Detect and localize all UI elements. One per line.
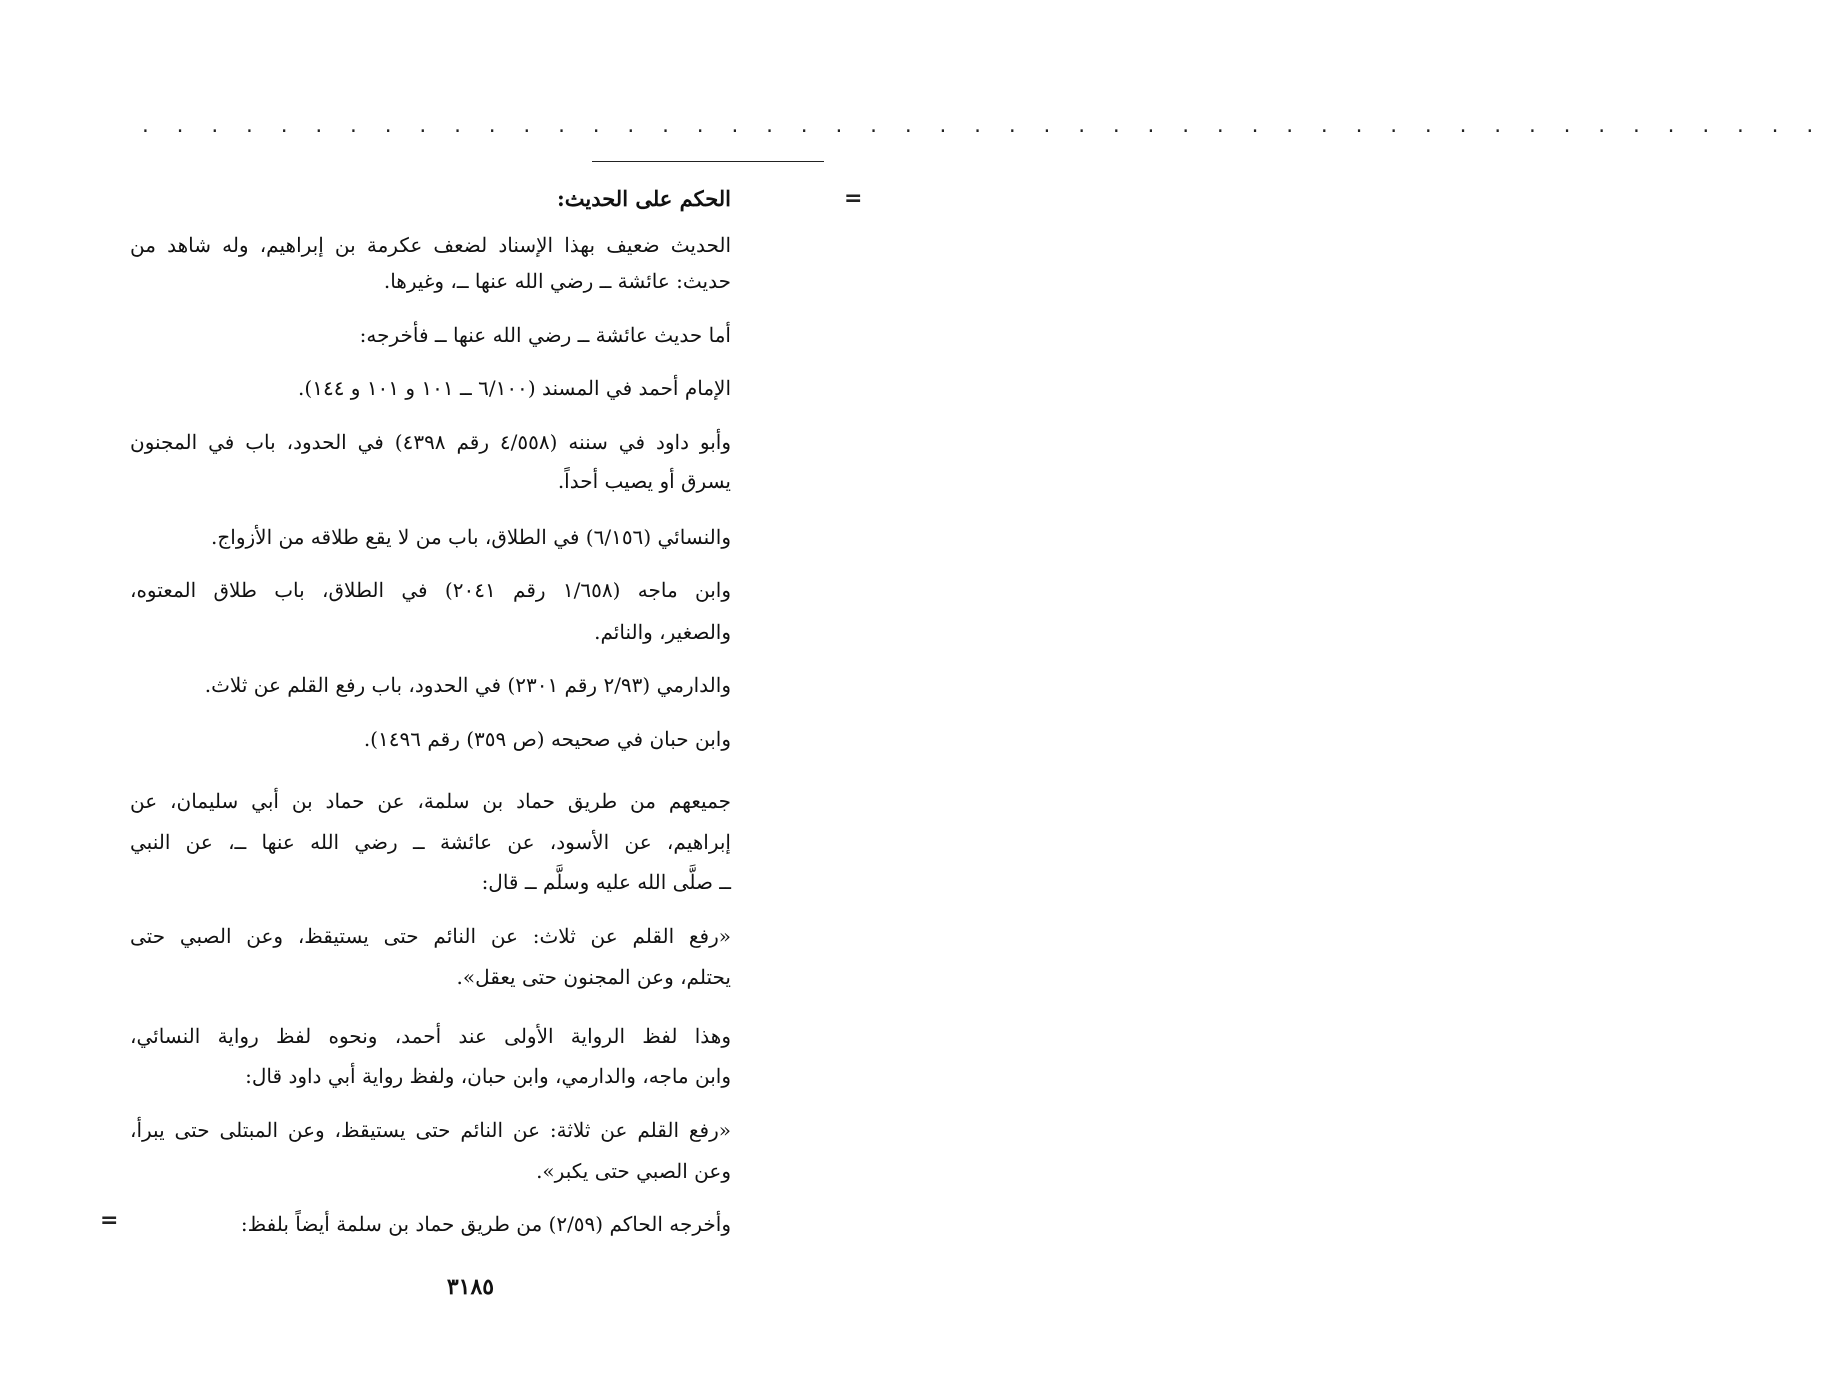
text-line: وابن حبان في صحيحه (ص ٣٥٩) رقم ١٤٩٦). bbox=[363, 727, 731, 751]
text-line: جميعهم من طريق حماد بن سلمة، عن حماد بن أبي سليمان، عن bbox=[130, 789, 731, 813]
text-line: أما حديث عائشة ــ رضي الله عنها ــ فأخرجه: bbox=[359, 323, 731, 347]
page-number: ٣١٨٥ bbox=[446, 1274, 495, 1300]
text-line: يحتلم، وعن المجنون حتى يعقل». bbox=[456, 965, 731, 989]
text-line: ــ صلَّى الله عليه وسلَّم ــ قال: bbox=[481, 870, 731, 894]
section-heading: الحكم على الحديث: bbox=[557, 186, 731, 211]
text-line: وأخرجه الحاكم (٢/٥٩) من طريق حماد بن سلمة أيضاً بلفظ: bbox=[240, 1212, 731, 1236]
continuation-mark-top: = bbox=[844, 186, 863, 211]
text-line: والصغير، والنائم. bbox=[594, 620, 731, 644]
text-line: وابن ماجه (١/٦٥٨ رقم ٢٠٤١) في الطلاق، باب طلاق المعتوه، bbox=[130, 578, 732, 602]
text-line: وابن ماجه، والدارمي، وابن حبان، ولفظ رواية أبي داود قال: bbox=[245, 1064, 731, 1088]
header-dotted-line: . . . . . . . . . . . . . . . . . . . . . . . . . . . . . . . . . . . . . . . . . . . . . . . . . bbox=[140, 116, 1822, 137]
text-line: وأبو داود في سننه (٤/٥٥٨ رقم ٤٣٩٨) في الحدود، باب في المجنون bbox=[130, 430, 732, 454]
text-line: الإمام أحمد في المسند (٦/١٠٠ ــ ١٠١ و ١٠١ و ١٤٤). bbox=[298, 376, 731, 400]
text-line: حديث: عائشة ــ رضي الله عنها ــ، وغيرها. bbox=[383, 269, 731, 293]
text-line: والنسائي (٦/١٥٦) في الطلاق، باب من لا يقع طلاقه من الأزواج. bbox=[211, 525, 731, 549]
text-line: يسرق أو يصيب أحداً. bbox=[557, 469, 731, 493]
text-line: إبراهيم، عن الأسود، عن عائشة ــ رضي الله عنها ــ، عن النبي bbox=[130, 830, 731, 854]
text-line: وهذا لفظ الرواية الأولى عند أحمد، ونحوه لفظ رواية النسائي، bbox=[130, 1024, 731, 1048]
text-line: الحديث ضعيف بهذا الإسناد لضعف عكرمة بن إبراهيم، وله شاهد من bbox=[130, 233, 731, 257]
continuation-mark-bottom: = bbox=[100, 1208, 119, 1233]
text-line: «رفع القلم عن ثلاث: عن النائم حتى يستيقظ، وعن الصبي حتى bbox=[130, 924, 731, 948]
text-line: وعن الصبي حتى يكبر». bbox=[536, 1159, 731, 1183]
header-rule bbox=[592, 161, 824, 162]
text-line: «رفع القلم عن ثلاثة: عن النائم حتى يستيقظ، وعن المبتلى حتى يبرأ، bbox=[130, 1118, 731, 1142]
text-line: والدارمي (٢/٩٣ رقم ٢٣٠١) في الحدود، باب رفع القلم عن ثلاث. bbox=[204, 673, 731, 697]
